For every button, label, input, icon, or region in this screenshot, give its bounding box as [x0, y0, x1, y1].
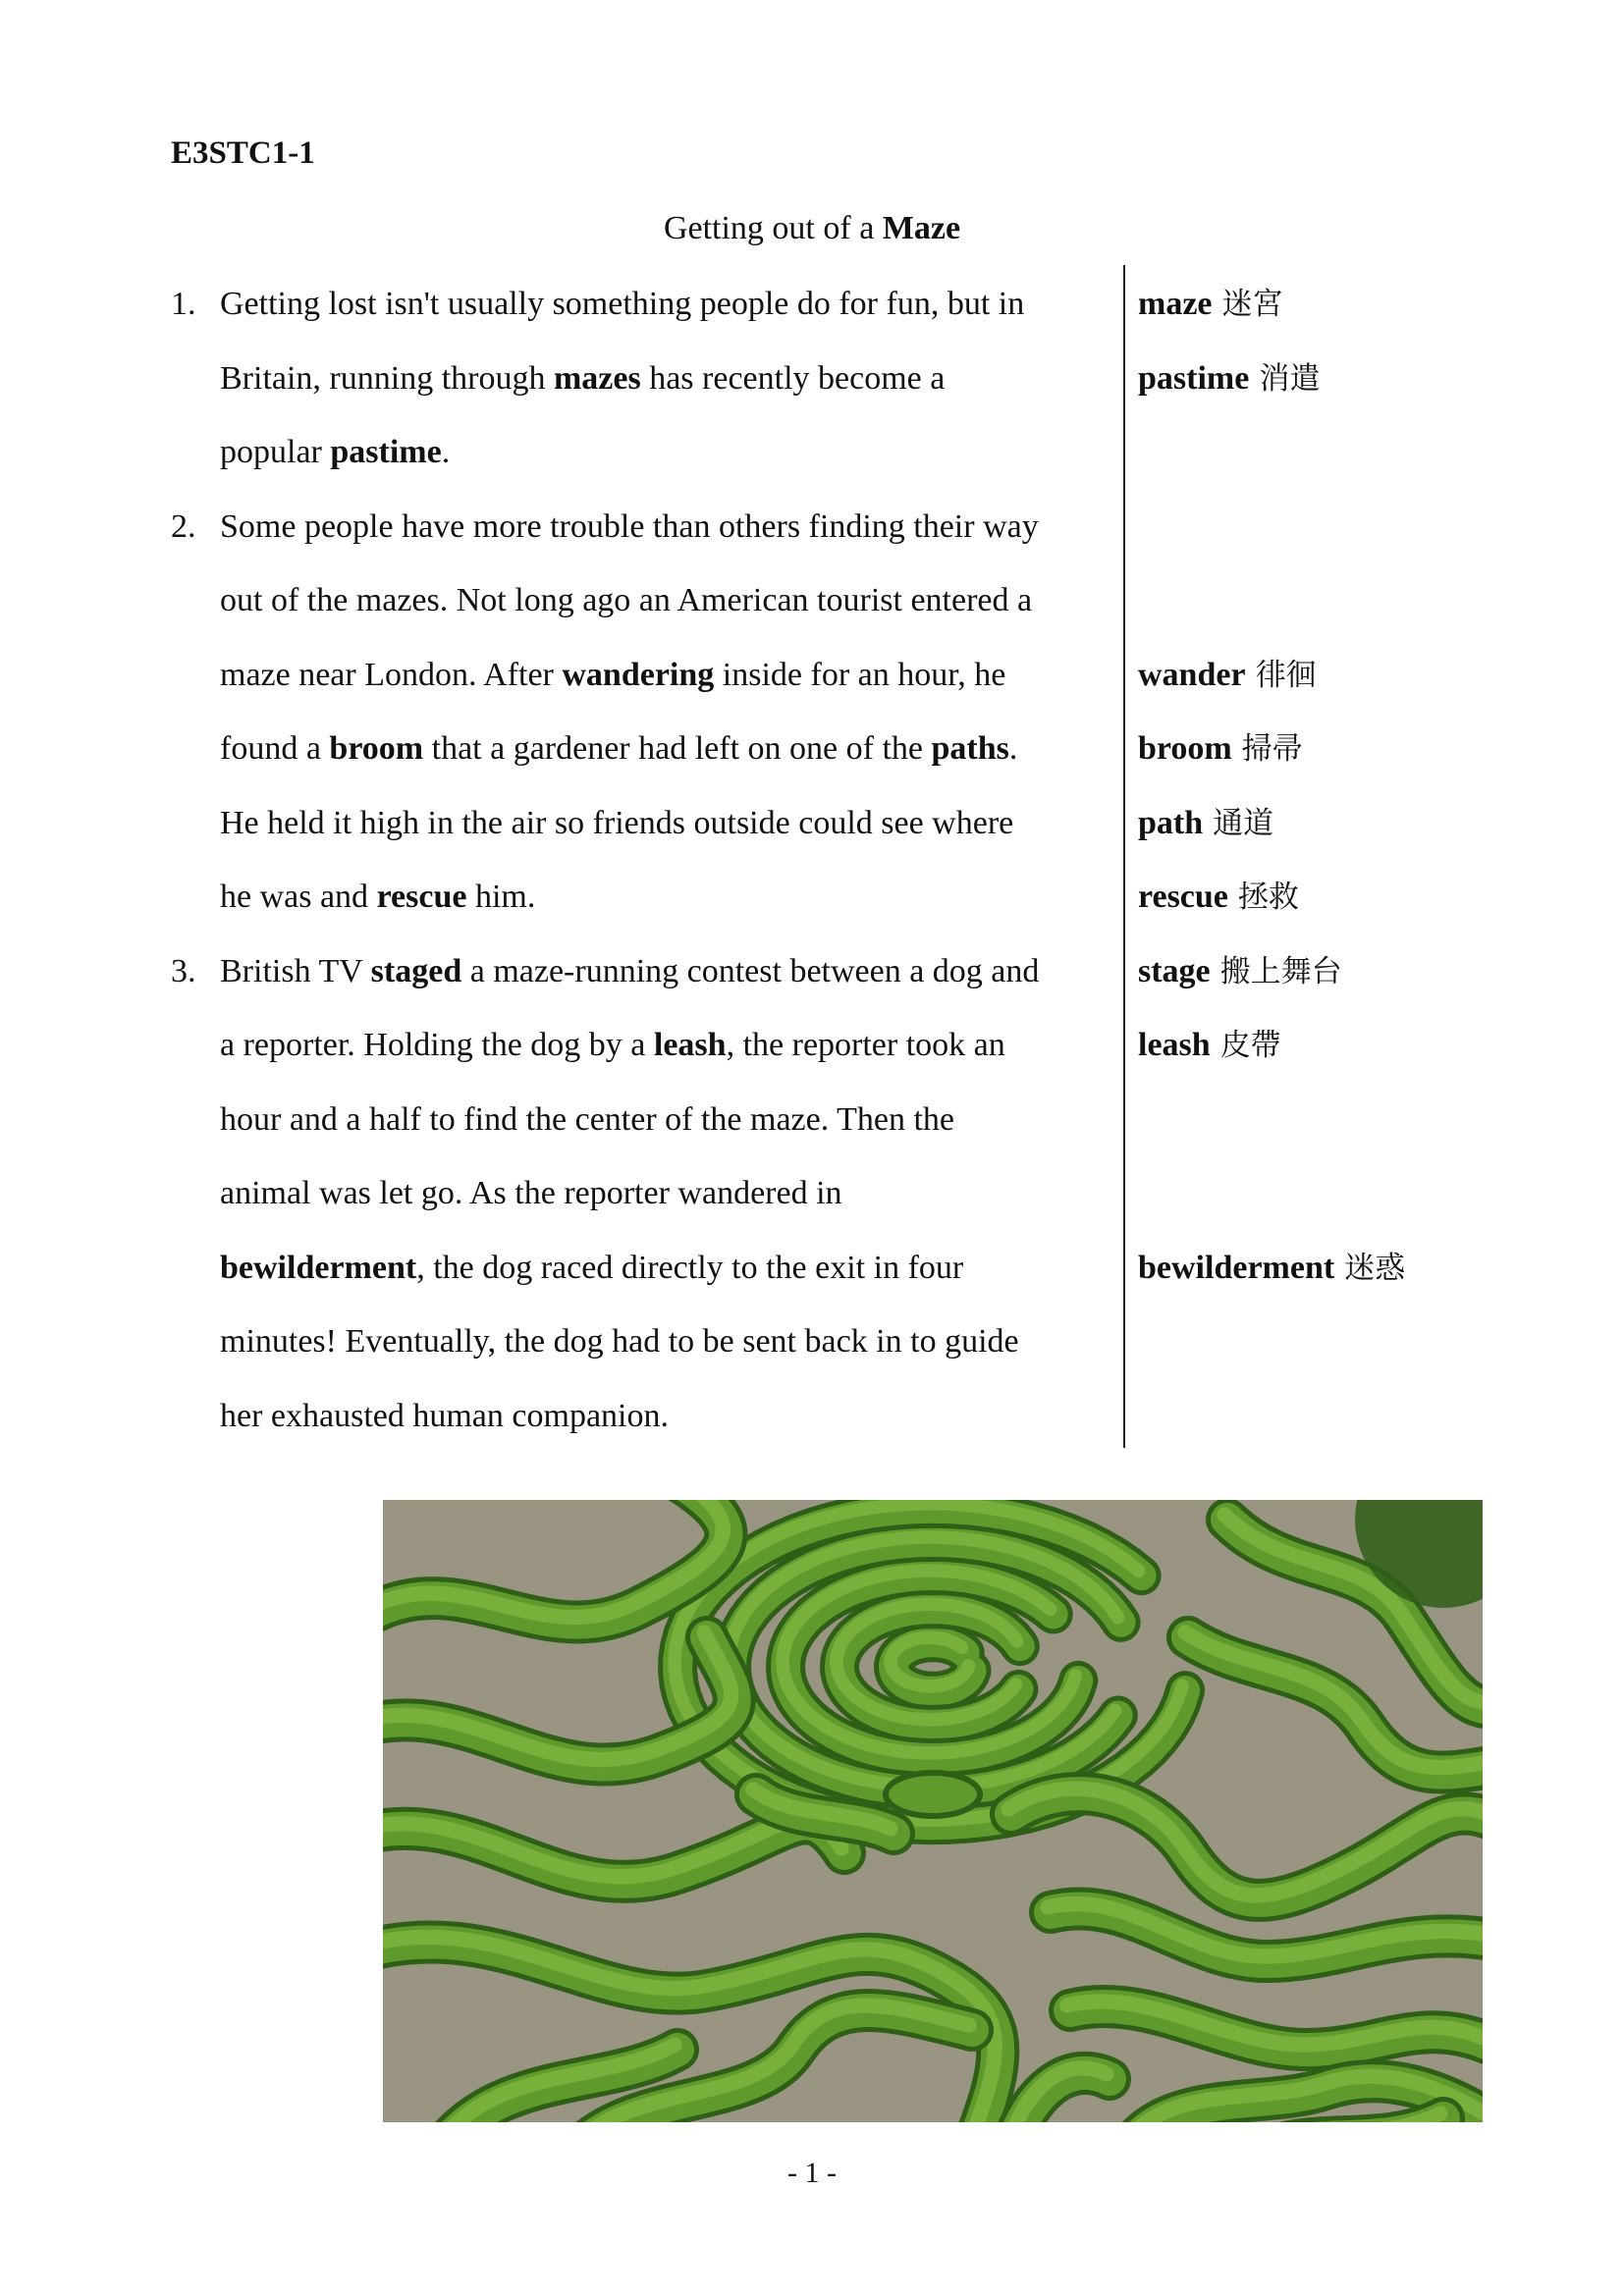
- vocab-meaning: 掃帚: [1241, 731, 1303, 767]
- document-code: E3STC1-1: [171, 135, 315, 171]
- keyword: pastime: [330, 434, 442, 470]
- passage-line: [220, 285, 1024, 324]
- vocab-word: pastime: [1138, 359, 1250, 397]
- vocab-meaning: 徘徊: [1255, 657, 1317, 693]
- passage-text: Getting lost isn't usually something people do for fun, but in: [220, 286, 1025, 322]
- passage-line: [220, 656, 1005, 695]
- page-title: [0, 208, 1624, 249]
- title-prefix: Getting out of a: [663, 210, 883, 246]
- hedge-maze-photo: [383, 1500, 1483, 2122]
- vocab-word: stage: [1138, 952, 1211, 989]
- vocab-entry: [1138, 656, 1317, 695]
- passage-text: he was and: [220, 879, 377, 915]
- passage-text: He held it high in the air so friends outside could see where: [220, 804, 1014, 841]
- keyword: broom: [329, 730, 424, 767]
- vocab-word: bewilderment: [1138, 1249, 1335, 1286]
- passage-line: [220, 1397, 669, 1436]
- vocab-word: maze: [1138, 286, 1213, 322]
- vocab-entry: [1138, 878, 1299, 917]
- passage-text: maze near London. After: [220, 656, 563, 693]
- vocab-word: rescue: [1138, 879, 1228, 915]
- keyword: wandering: [562, 656, 715, 693]
- vocab-meaning: 皮帶: [1219, 1028, 1281, 1063]
- keyword: leash: [653, 1027, 727, 1063]
- passage-text: , the reporter took an: [726, 1027, 1005, 1063]
- passage-text: , the dog raced directly to the exit in four: [416, 1249, 964, 1286]
- passage-line: [220, 1322, 1019, 1362]
- passage-line: [220, 1249, 963, 1288]
- passage-text: Britain, running through: [220, 359, 554, 397]
- passage-text: inside for an hour, he: [714, 656, 1006, 693]
- passage-line: [220, 507, 1039, 547]
- vocab-entry: [1138, 729, 1303, 769]
- column-divider: [1123, 265, 1125, 1448]
- vocab-word: broom: [1138, 730, 1232, 767]
- vocab-meaning: 迷宮: [1221, 287, 1283, 322]
- passage-text: minutes! Eventually, the dog had to be sent back in to guide: [220, 1323, 1019, 1360]
- passage-line: [220, 1100, 954, 1140]
- vocab-word: wander: [1138, 656, 1246, 693]
- keyword: rescue: [376, 879, 467, 915]
- round-bush: [886, 1773, 980, 1816]
- passage-text: .: [1008, 730, 1018, 767]
- passage-text: a maze-running contest between a dog and: [461, 952, 1040, 989]
- passage-text: found a: [220, 730, 330, 767]
- passage-text: Some people have more trouble than others finding their way: [220, 507, 1039, 545]
- vocab-meaning: 搬上舞台: [1219, 953, 1342, 989]
- keyword: bewilderment: [220, 1249, 417, 1286]
- passage-text: a reporter. Holding the dog by a: [220, 1027, 654, 1063]
- paragraph-number: 2.: [171, 507, 196, 545]
- page-number: - 1 -: [787, 2157, 837, 2189]
- keyword: staged: [370, 952, 462, 989]
- vocab-entry: [1138, 1026, 1281, 1065]
- keyword: paths: [931, 730, 1009, 767]
- vocab-meaning: 消遣: [1259, 360, 1321, 397]
- title-bold-word: Maze: [882, 210, 961, 246]
- passage-text: him.: [466, 879, 536, 915]
- passage-line: [220, 1174, 842, 1213]
- paragraph-number: 1.: [171, 286, 196, 322]
- passage-line: [220, 581, 1032, 620]
- vocab-entry: [1138, 359, 1320, 399]
- passage-line: [220, 878, 535, 917]
- passage-text: hour and a half to find the center of the maze. Then the: [220, 1100, 955, 1138]
- passage-line: [220, 359, 945, 399]
- vocab-meaning: 通道: [1213, 805, 1274, 841]
- passage-text: out of the mazes. Not long ago an American tourist entered a: [220, 582, 1033, 618]
- passage-text: has recently become a: [640, 359, 946, 397]
- vocab-meaning: 迷惑: [1344, 1250, 1406, 1286]
- passage-text: that a gardener had left on one of the: [423, 730, 932, 767]
- vocab-word: path: [1138, 804, 1204, 841]
- keyword: mazes: [553, 359, 641, 397]
- passage-line: [220, 952, 1039, 991]
- passage-line: [220, 1026, 1005, 1065]
- vocab-entry: [1138, 804, 1273, 843]
- passage-text: British TV: [220, 952, 371, 989]
- vocab-meaning: 拯救: [1237, 880, 1299, 915]
- vocab-entry: [1138, 285, 1283, 324]
- passage-text: animal was let go. As the reporter wandered in: [220, 1175, 842, 1211]
- passage-line: [220, 729, 1017, 769]
- vocab-entry: [1138, 1249, 1405, 1288]
- passage-text: her exhausted human companion.: [220, 1397, 669, 1434]
- vocab-word: leash: [1138, 1027, 1211, 1063]
- paragraph-number: 3.: [171, 952, 196, 989]
- vocab-entry: [1138, 952, 1342, 991]
- passage-line: [220, 433, 450, 472]
- passage-text: .: [441, 434, 451, 470]
- passage-line: [220, 804, 1013, 843]
- hedge-maze-illustration: [383, 1500, 1483, 2122]
- passage-text: popular: [220, 434, 331, 470]
